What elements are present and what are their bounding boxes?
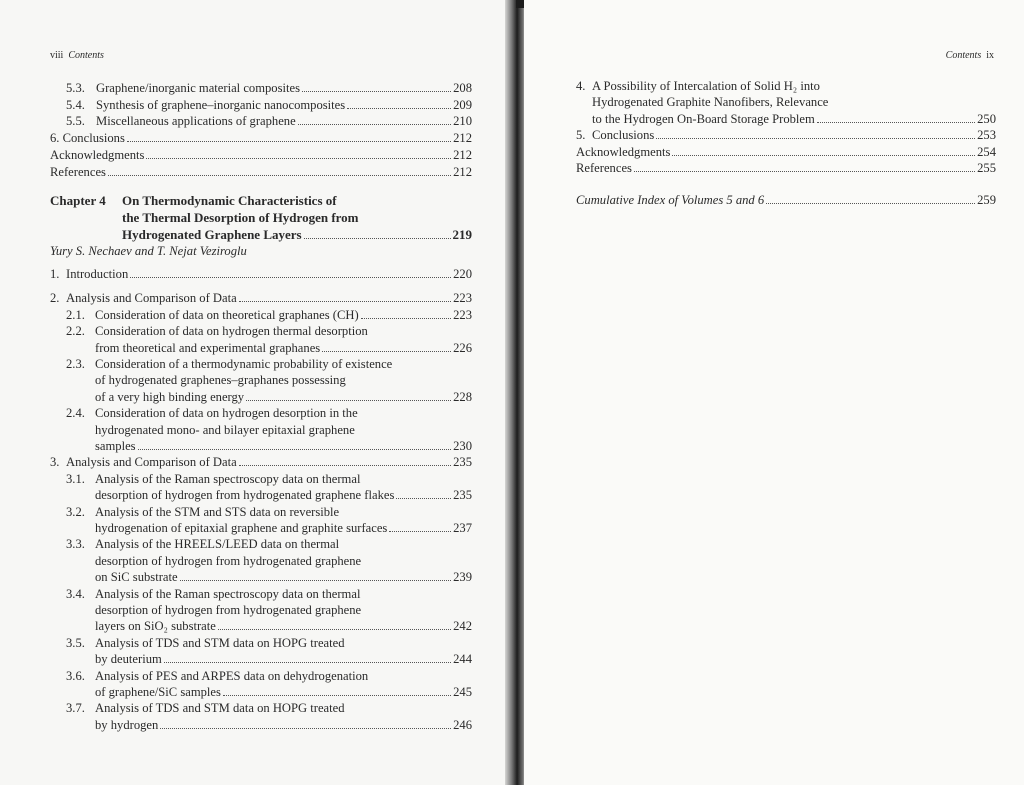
entry-line: desorption of hydrogen from hydrogenated graphene <box>95 553 362 568</box>
entry-page: 223 <box>453 291 472 306</box>
entry-page: 242 <box>453 619 472 634</box>
chapter-title <box>122 192 472 243</box>
chapter-title-line: On Thermodynamic Characteristics of <box>122 193 337 208</box>
entry-line <box>95 389 472 406</box>
entry-number: 2. <box>50 291 60 306</box>
entry-text: to the Hydrogen On-Board Storage Problem <box>592 111 815 126</box>
entry-line <box>576 160 996 177</box>
toc-entry <box>66 80 472 97</box>
entry-line <box>95 520 472 537</box>
entry-line <box>66 290 472 307</box>
entry-line <box>66 266 472 283</box>
entry-line: desorption of hydrogen from hydrogenated graphene <box>95 603 362 617</box>
entry-number: 3.6. <box>66 668 85 683</box>
entry-number: 3.2. <box>66 504 85 519</box>
entry-number: 2.1. <box>66 307 85 322</box>
chapter-page: 219 <box>452 227 472 242</box>
entry-page: 212 <box>453 165 472 179</box>
entry-number: 3. <box>50 455 60 470</box>
entry-page: 244 <box>453 652 472 667</box>
entry-text: References <box>50 165 106 179</box>
entry-page: 254 <box>977 144 996 159</box>
entry-number: 2.4. <box>66 406 85 421</box>
entry-text: Conclusions <box>592 128 655 143</box>
index-entry-text: Cumulative Index of Volumes 5 and 6 <box>576 193 765 207</box>
entry-text: Acknowledgments <box>576 144 671 159</box>
entry-line <box>592 127 996 144</box>
entry-number: 3.3. <box>66 537 85 552</box>
entry-text: Analysis and Comparison of Data <box>66 455 237 470</box>
entry-text: Acknowledgments <box>50 148 145 162</box>
entry-text: of a very high binding energy <box>95 389 245 404</box>
entry-number: 5. <box>576 128 586 143</box>
entry-line <box>95 307 472 324</box>
toc-entry <box>50 164 472 181</box>
left-running-title: Contents <box>68 50 104 61</box>
entry-number: 5.5. <box>66 114 85 128</box>
entry-page: 230 <box>453 439 472 453</box>
entry-number: 3.7. <box>66 701 85 716</box>
entry-line <box>95 684 472 701</box>
entry-page: 250 <box>977 111 996 126</box>
entry-page: 212 <box>453 131 472 145</box>
entry-page: 210 <box>453 114 472 128</box>
entry-line: Analysis of the STM and STS data on reversible <box>95 504 340 519</box>
entry-line: Consideration of data on hydrogen desorption in the <box>95 406 358 421</box>
entry-page: 245 <box>453 685 472 699</box>
entry-text: References <box>576 161 632 175</box>
toc-entry <box>50 130 472 147</box>
entry-number: 3.1. <box>66 471 85 486</box>
entry-page: 226 <box>453 340 472 355</box>
entry-number: 5.4. <box>66 98 85 112</box>
entry-text: on SiC substrate <box>95 570 178 585</box>
index-entry-page: 259 <box>977 193 996 207</box>
entry-line: Analysis of PES and ARPES data on dehydrogenation <box>95 668 369 683</box>
entry-text: by deuterium <box>95 652 162 667</box>
entry-line <box>95 569 472 586</box>
entry-text: Introduction <box>66 267 129 281</box>
right-page-number: ix <box>986 50 994 61</box>
chapter-authors: Yury S. Nechaev and T. Nejat Veziroglu <box>50 244 247 258</box>
entry-line <box>95 438 472 455</box>
entry-line: Analysis of TDS and STM data on HOPG treated <box>95 635 345 650</box>
entry-line <box>66 454 472 471</box>
entry-page: 208 <box>453 81 472 95</box>
entry-text: from theoretical and experimental graphanes <box>95 340 321 355</box>
entry-line: Analysis of the Raman spectroscopy data on thermal <box>95 471 361 486</box>
entry-line: hydrogenated mono- and bilayer epitaxial graphene <box>95 422 355 437</box>
entry-text: Conclusions <box>62 131 125 145</box>
entry-page: 209 <box>453 98 472 112</box>
entry-line <box>95 717 472 734</box>
entry-text: Miscellaneous applications of graphene <box>96 114 296 128</box>
entry-text: Graphene/inorganic material composites <box>96 81 300 95</box>
entry-number: 1. <box>50 267 60 281</box>
entry-number: 3.4. <box>66 586 85 601</box>
entry-line <box>95 651 472 668</box>
right-page <box>524 0 1024 785</box>
entry-page: 246 <box>453 717 472 732</box>
entry-page: 235 <box>453 455 472 470</box>
right-running-head <box>946 50 994 61</box>
entry-page: 239 <box>453 570 472 585</box>
entry-line: Consideration of data on hydrogen thermal desorption <box>95 324 368 339</box>
entry-number: 5.3. <box>66 81 85 95</box>
left-page-number: viii <box>50 50 64 61</box>
entry-text: samples <box>95 439 136 453</box>
toc-entry <box>66 113 472 130</box>
entry-page: 255 <box>977 161 996 175</box>
entry-text: Synthesis of graphene–inorganic nanocomposites <box>96 98 346 112</box>
entry-number: 2.2. <box>66 324 85 339</box>
chapter-title-line: the Thermal Desorption of Hydrogen from <box>122 210 359 225</box>
entry-line: Hydrogenated Graphite Nanofibers, Relevance <box>592 95 829 110</box>
entry-line: Analysis of TDS and STM data on HOPG treated <box>95 701 345 716</box>
entry-page: 220 <box>453 267 472 281</box>
entry-page: 237 <box>453 521 472 535</box>
entry-text: Analysis and Comparison of Data <box>66 291 237 306</box>
entry-text: by hydrogen <box>95 717 159 732</box>
cumulative-index-entry <box>576 192 996 209</box>
entry-line <box>95 340 472 357</box>
chapter-title-line: Hydrogenated Graphene Layers <box>122 227 302 242</box>
right-running-title: Contents <box>945 50 982 61</box>
entry-line: of hydrogenated graphenes–graphanes possessing <box>95 373 346 388</box>
entry-page: 223 <box>453 307 472 322</box>
entry-page: 253 <box>977 128 996 143</box>
entry-line <box>576 144 996 161</box>
chapter-label: Chapter 4 <box>50 193 106 208</box>
entry-text: layers on SiO₂ substrate <box>95 619 216 634</box>
toc-entry <box>66 97 472 114</box>
entry-page: 228 <box>453 389 472 404</box>
entry-page: 235 <box>453 488 472 503</box>
entry-text: desorption of hydrogen from hydrogenated graphene flakes <box>95 488 395 503</box>
entry-text: Consideration of data on theoretical graphanes (CH) <box>95 307 359 322</box>
entry-line: A Possibility of Intercalation of Solid H₂ into <box>592 79 820 93</box>
entry-line <box>95 487 472 504</box>
toc-entry <box>50 147 472 164</box>
entry-number: 2.3. <box>66 357 85 371</box>
entry-text: hydrogenation of epitaxial graphene and graphite surfaces <box>95 521 388 535</box>
entry-line <box>95 618 472 635</box>
left-running-head <box>50 50 104 61</box>
entry-number: 4. <box>576 79 586 93</box>
entry-number: 3.5. <box>66 635 85 650</box>
entry-line: Consideration of a thermodynamic probability of existence <box>95 357 393 371</box>
entry-page: 212 <box>453 148 472 162</box>
entry-number: 6. <box>50 131 60 145</box>
entry-line: Analysis of the Raman spectroscopy data on thermal <box>95 586 361 601</box>
entry-line: Analysis of the HREELS/LEED data on thermal <box>95 537 340 552</box>
chapter-title-last-line <box>122 226 472 243</box>
entry-line <box>592 111 996 128</box>
entry-text: of graphene/SiC samples <box>95 685 221 699</box>
